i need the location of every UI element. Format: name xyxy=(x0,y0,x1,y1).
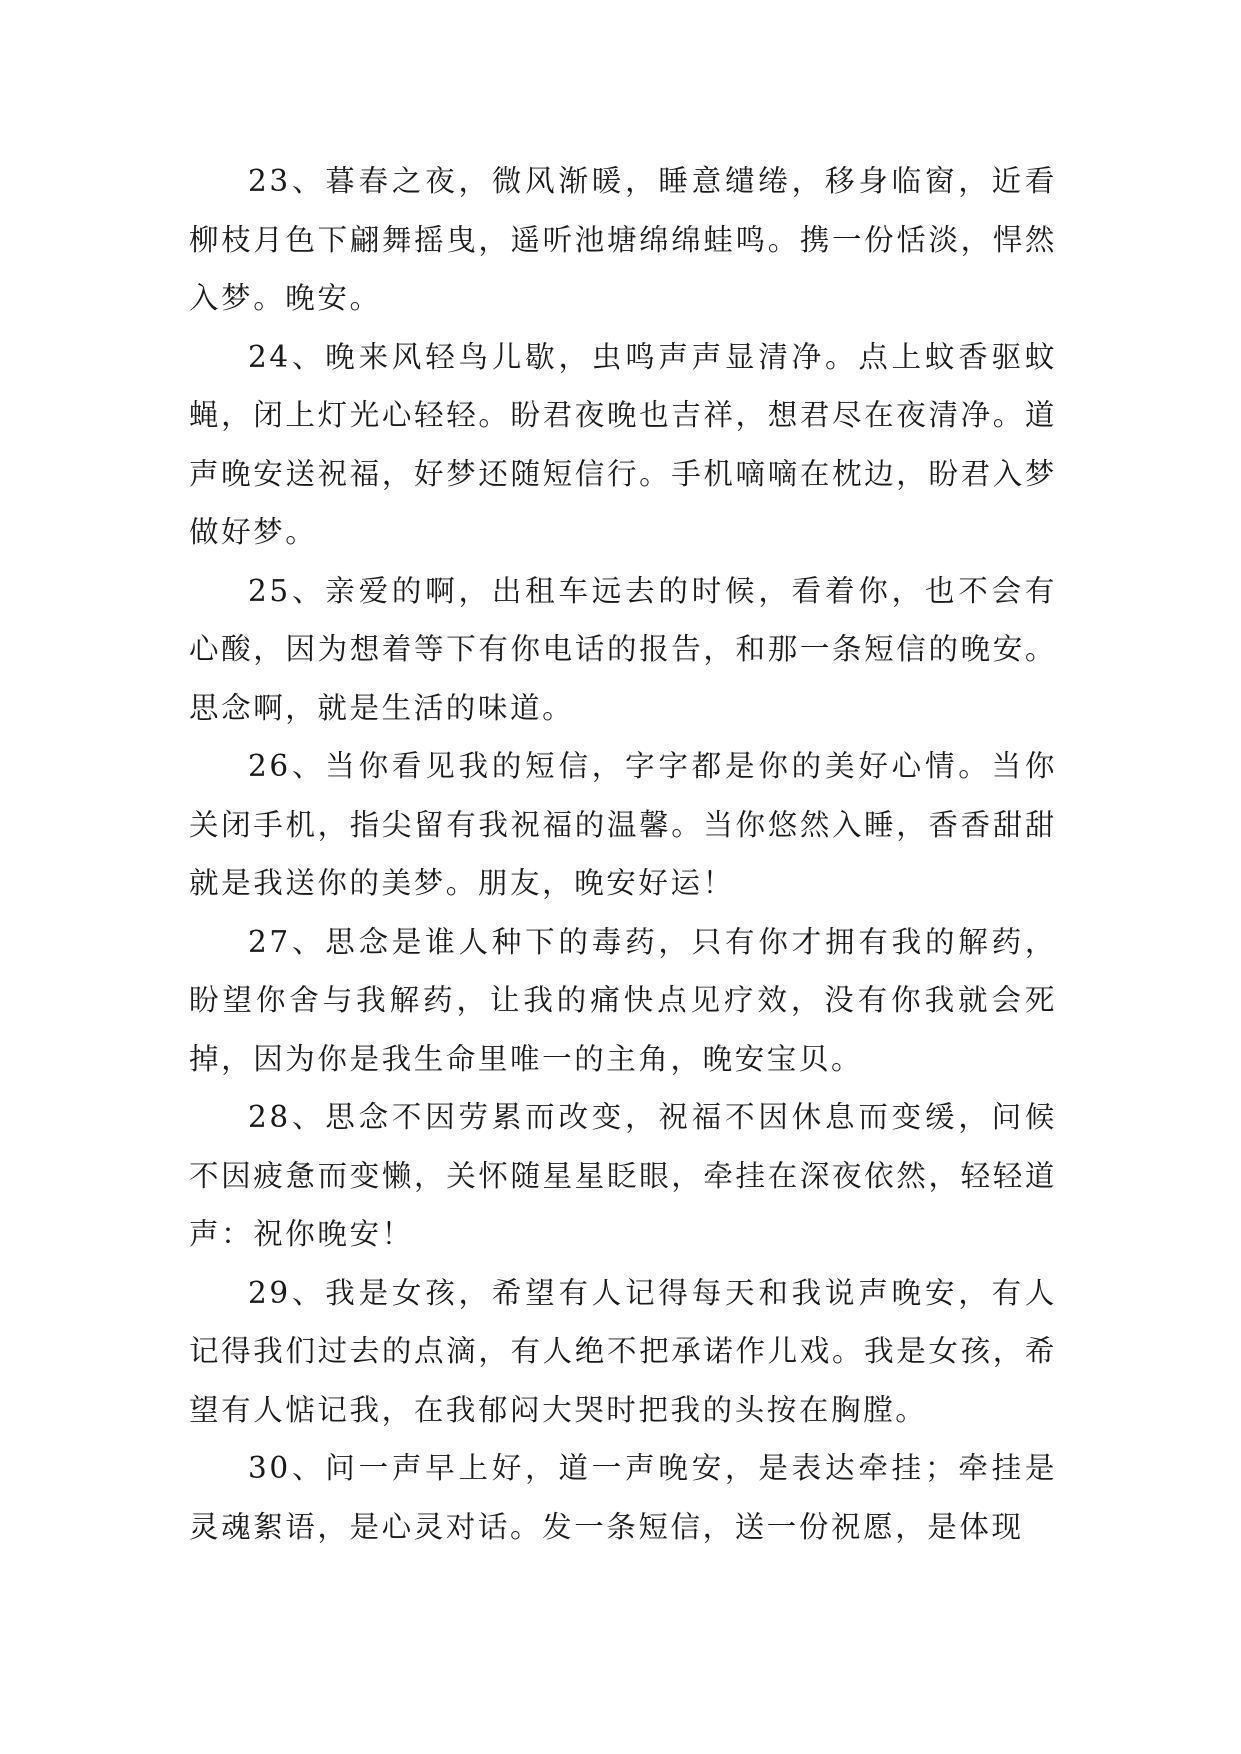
paragraph-30: 30、问一声早上好，道一声晚安，是表达牵挂；牵挂是灵魂絮语，是心灵对话。发一条短信，送一份祝愿，是体现 xyxy=(189,1451,1057,1544)
paragraph-29: 29、我是女孩，希望有人记得每天和我说声晚安，有人记得我们过去的点滴，有人绝不把承诺作儿戏。我是女孩，希望有人惦记我，在我郁闷大哭时把我的头按在胸膛。 xyxy=(189,1275,1057,1427)
paragraph-27: 27、思念是谁人种下的毒药，只有你才拥有我的解药，盼望你舍与我解药，让我的痛快点见疗效，没有你我就会死掉，因为你是我生命里唯一的主角，晚安宝贝。 xyxy=(189,924,1057,1076)
paragraph-24: 24、晚来风轻鸟儿歇，虫鸣声声显清净。点上蚊香驱蚊蝇，闭上灯光心轻轻。盼君夜晚也吉祥，想君尽在夜清净。道声晚安送祝福，好梦还随短信行。手机嘀嘀在枕边，盼君入梦做好梦。 xyxy=(189,339,1057,549)
paragraph-28: 28、思念不因劳累而改变，祝福不因休息而变缓，问候不因疲惫而变懒，关怀随星星眨眼，牵挂在深夜依然，轻轻道声：祝你晚安！ xyxy=(189,1100,1057,1251)
paragraph-25: 25、亲爱的啊，出租车远去的时候，看着你，也不会有心酸，因为想着等下有你电话的报告，和那一条短信的晚安。思念啊，就是生活的味道。 xyxy=(189,573,1057,725)
paragraph-26: 26、当你看见我的短信，字字都是你的美好心情。当你关闭手机，指尖留有我祝福的温馨。当你悠然入睡，香香甜甜就是我送你的美梦。朋友，晚安好运！ xyxy=(189,749,1057,900)
document-body xyxy=(189,152,1057,1556)
paragraph-23: 23、暮春之夜，微风渐暖，睡意缱绻，移身临窗，近看柳枝月色下翩舞摇曳，遥听池塘绵绵蛙鸣。携一份恬淡，悍然入梦。晚安。 xyxy=(189,164,1057,315)
